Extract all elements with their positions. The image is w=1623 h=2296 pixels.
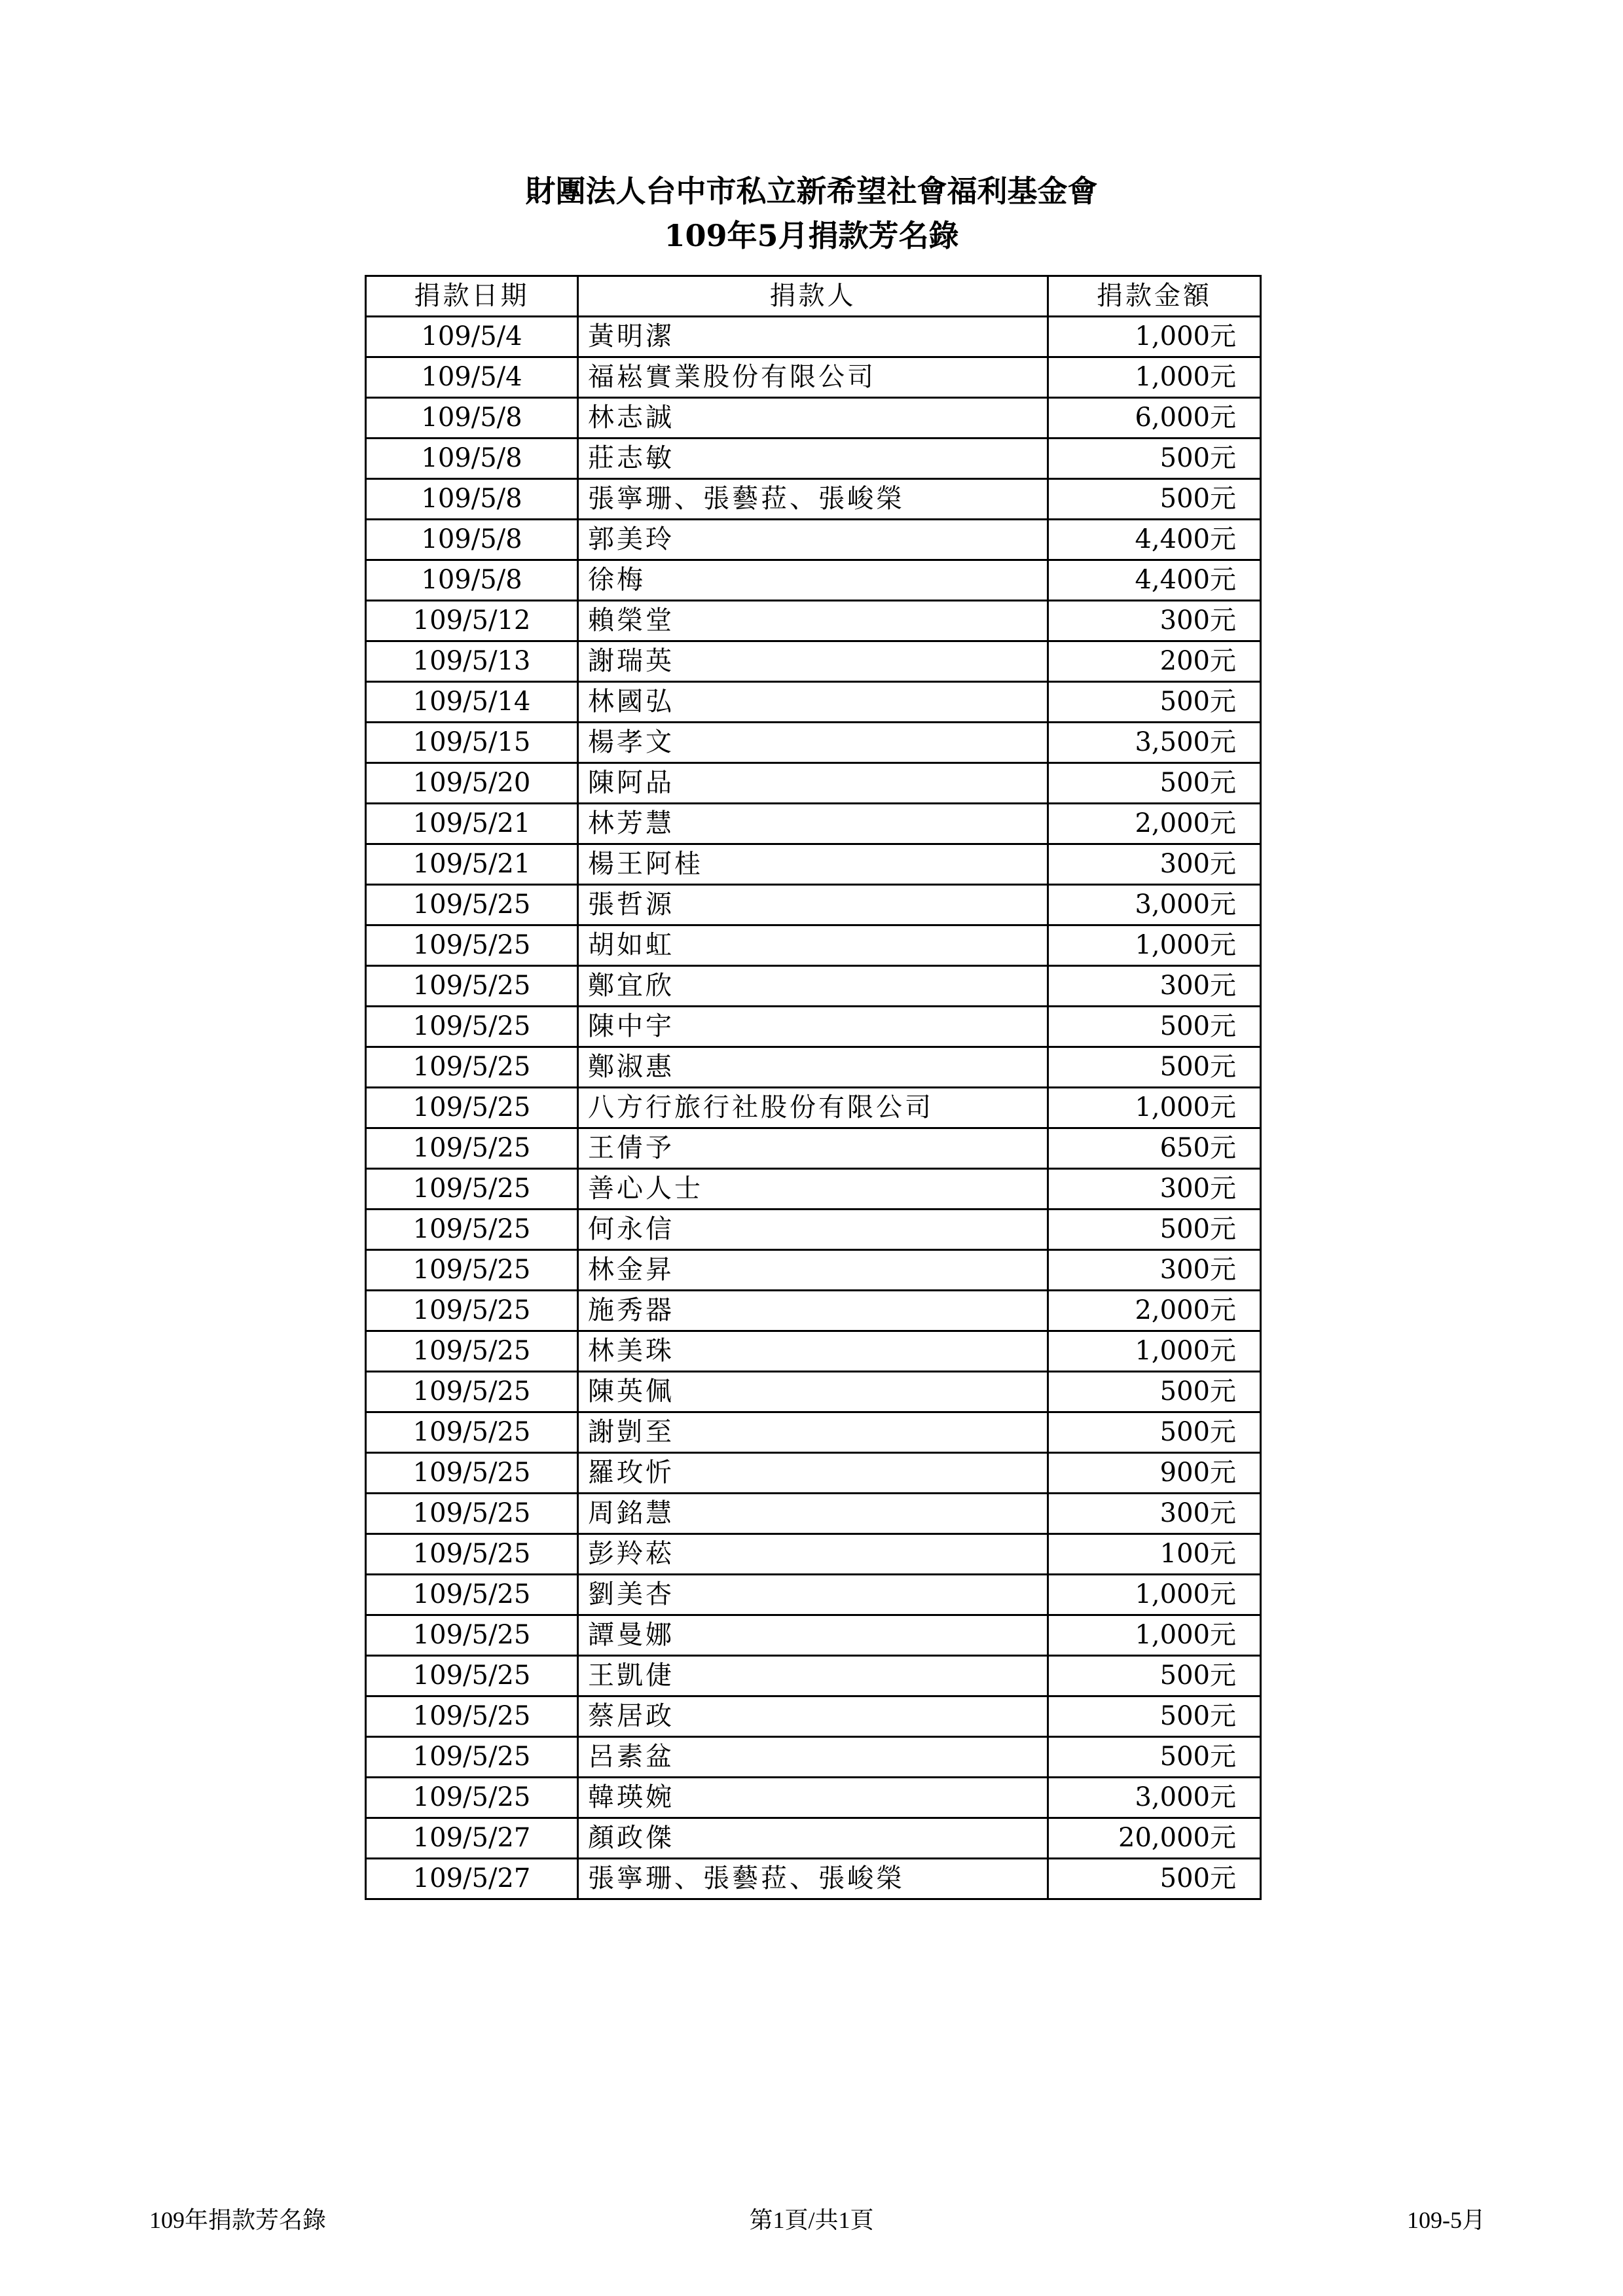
donor-cell: 陳中宇	[578, 1007, 1048, 1047]
table-row	[366, 479, 1261, 520]
table-row	[366, 763, 1261, 804]
table-row	[366, 1088, 1261, 1128]
date-cell: 109/5/8	[366, 439, 578, 479]
table-row	[366, 1859, 1261, 1899]
date-cell: 109/5/25	[366, 1128, 578, 1169]
footer-document-name: 109年捐款芳名錄	[149, 2207, 327, 2233]
amount-cell: 2,000元	[1048, 804, 1261, 844]
donor-cell: 鄭淑惠	[578, 1047, 1048, 1088]
table-row	[366, 1412, 1261, 1453]
date-cell: 109/5/25	[366, 1210, 578, 1250]
donor-cell: 林志誠	[578, 398, 1048, 439]
amount-cell: 4,400元	[1048, 520, 1261, 560]
donor-cell: 羅玫忻	[578, 1453, 1048, 1494]
document-subtitle: 109年5月捐款芳名錄	[664, 218, 959, 253]
amount-cell: 300元	[1048, 601, 1261, 641]
table-body	[366, 317, 1261, 1899]
date-cell: 109/5/12	[366, 601, 578, 641]
table-row	[366, 398, 1261, 439]
amount-cell: 1,000元	[1048, 357, 1261, 398]
date-cell: 109/5/25	[366, 1291, 578, 1331]
table-row	[366, 357, 1261, 398]
table-row	[366, 1696, 1261, 1737]
table-row	[366, 1331, 1261, 1372]
date-cell: 109/5/25	[366, 1453, 578, 1494]
amount-cell: 500元	[1048, 1007, 1261, 1047]
date-cell: 109/5/20	[366, 763, 578, 804]
amount-cell: 500元	[1048, 439, 1261, 479]
donor-cell: 顏政傑	[578, 1818, 1048, 1859]
amount-cell: 300元	[1048, 966, 1261, 1007]
date-cell: 109/5/25	[366, 1696, 578, 1737]
date-cell: 109/5/25	[366, 1047, 578, 1088]
date-cell: 109/5/8	[366, 398, 578, 439]
table-row	[366, 966, 1261, 1007]
table-row	[366, 1778, 1261, 1818]
donor-cell: 賴榮堂	[578, 601, 1048, 641]
date-cell: 109/5/25	[366, 1250, 578, 1291]
donor-cell: 福崧實業股份有限公司	[578, 357, 1048, 398]
date-cell: 109/5/4	[366, 317, 578, 357]
donor-cell: 八方行旅行社股份有限公司	[578, 1088, 1048, 1128]
table-row	[366, 1291, 1261, 1331]
table-row	[366, 1453, 1261, 1494]
header-row	[366, 276, 1261, 317]
amount-cell: 3,500元	[1048, 723, 1261, 763]
amount-cell: 100元	[1048, 1534, 1261, 1575]
donor-cell: 林金昇	[578, 1250, 1048, 1291]
amount-cell: 650元	[1048, 1128, 1261, 1169]
date-cell: 109/5/27	[366, 1859, 578, 1899]
table-row	[366, 317, 1261, 357]
donor-cell: 郭美玲	[578, 520, 1048, 560]
amount-cell: 300元	[1048, 1250, 1261, 1291]
amount-cell: 4,400元	[1048, 560, 1261, 601]
table-row	[366, 560, 1261, 601]
amount-cell: 200元	[1048, 641, 1261, 682]
table-row	[366, 439, 1261, 479]
table-row	[366, 1656, 1261, 1696]
table-row	[366, 1372, 1261, 1412]
amount-cell: 2,000元	[1048, 1291, 1261, 1331]
table-row	[366, 1169, 1261, 1210]
donor-cell: 黃明潔	[578, 317, 1048, 357]
donor-cell: 莊志敏	[578, 439, 1048, 479]
table-row	[366, 1494, 1261, 1534]
donor-cell: 周銘慧	[578, 1494, 1048, 1534]
table-row	[366, 1250, 1261, 1291]
donor-cell: 張寧珊、張藝菈、張峻榮	[578, 479, 1048, 520]
table-row	[366, 1128, 1261, 1169]
date-cell: 109/5/4	[366, 357, 578, 398]
amount-cell: 500元	[1048, 479, 1261, 520]
donation-table	[365, 275, 1262, 1900]
amount-cell: 300元	[1048, 844, 1261, 885]
date-cell: 109/5/25	[366, 1372, 578, 1412]
donor-cell: 彭羚菘	[578, 1534, 1048, 1575]
donor-cell: 楊孝文	[578, 723, 1048, 763]
table-row	[366, 1007, 1261, 1047]
amount-cell: 300元	[1048, 1494, 1261, 1534]
date-cell: 109/5/25	[366, 1615, 578, 1656]
donor-cell: 蔡居政	[578, 1696, 1048, 1737]
donor-cell: 劉美杏	[578, 1575, 1048, 1615]
table-row	[366, 1818, 1261, 1859]
table-row	[366, 1210, 1261, 1250]
donor-cell: 張寧珊、張藝菈、張峻榮	[578, 1859, 1048, 1899]
header-date: 捐款日期	[366, 276, 578, 317]
table-row	[366, 844, 1261, 885]
amount-cell: 20,000元	[1048, 1818, 1261, 1859]
table-row	[366, 682, 1261, 723]
table-row	[366, 1575, 1261, 1615]
date-cell: 109/5/25	[366, 925, 578, 966]
donor-cell: 謝剴至	[578, 1412, 1048, 1453]
table-row	[366, 925, 1261, 966]
document-title: 財團法人台中市私立新希望社會福利基金會	[525, 173, 1098, 209]
date-cell: 109/5/14	[366, 682, 578, 723]
donor-cell: 何永信	[578, 1210, 1048, 1250]
date-cell: 109/5/15	[366, 723, 578, 763]
donor-cell: 鄭宜欣	[578, 966, 1048, 1007]
date-cell: 109/5/25	[366, 1169, 578, 1210]
date-cell: 109/5/25	[366, 885, 578, 925]
header-donor: 捐款人	[578, 276, 1048, 317]
table-row	[366, 1534, 1261, 1575]
amount-cell: 1,000元	[1048, 1088, 1261, 1128]
donor-cell: 楊王阿桂	[578, 844, 1048, 885]
amount-cell: 500元	[1048, 682, 1261, 723]
amount-cell: 500元	[1048, 1210, 1261, 1250]
amount-cell: 1,000元	[1048, 925, 1261, 966]
table-header	[366, 276, 1261, 317]
table-row	[366, 723, 1261, 763]
amount-cell: 500元	[1048, 763, 1261, 804]
donor-cell: 胡如虹	[578, 925, 1048, 966]
date-cell: 109/5/25	[366, 1494, 578, 1534]
donor-cell: 林國弘	[578, 682, 1048, 723]
amount-cell: 500元	[1048, 1859, 1261, 1899]
date-cell: 109/5/25	[366, 1007, 578, 1047]
table-row	[366, 641, 1261, 682]
table-row	[366, 601, 1261, 641]
amount-cell: 500元	[1048, 1047, 1261, 1088]
amount-cell: 500元	[1048, 1372, 1261, 1412]
amount-cell: 6,000元	[1048, 398, 1261, 439]
table-row	[366, 804, 1261, 844]
donor-cell: 王倩予	[578, 1128, 1048, 1169]
table-row	[366, 1047, 1261, 1088]
donor-cell: 譚曼娜	[578, 1615, 1048, 1656]
amount-cell: 500元	[1048, 1412, 1261, 1453]
date-cell: 109/5/8	[366, 479, 578, 520]
donor-cell: 韓瑛婉	[578, 1778, 1048, 1818]
donor-cell: 謝瑞英	[578, 641, 1048, 682]
donor-cell: 徐梅	[578, 560, 1048, 601]
donor-cell: 林芳慧	[578, 804, 1048, 844]
date-cell: 109/5/25	[366, 1534, 578, 1575]
date-cell: 109/5/25	[366, 1737, 578, 1778]
footer-period: 109-5月	[1407, 2207, 1486, 2233]
date-cell: 109/5/8	[366, 520, 578, 560]
donor-cell: 陳英佩	[578, 1372, 1048, 1412]
amount-cell: 1,000元	[1048, 1615, 1261, 1656]
donor-cell: 王凱倢	[578, 1656, 1048, 1696]
date-cell: 109/5/21	[366, 804, 578, 844]
donor-cell: 施秀器	[578, 1291, 1048, 1331]
date-cell: 109/5/21	[366, 844, 578, 885]
date-cell: 109/5/25	[366, 1778, 578, 1818]
date-cell: 109/5/27	[366, 1818, 578, 1859]
table-row	[366, 885, 1261, 925]
amount-cell: 500元	[1048, 1656, 1261, 1696]
amount-cell: 1,000元	[1048, 1331, 1261, 1372]
amount-cell: 1,000元	[1048, 1575, 1261, 1615]
date-cell: 109/5/8	[366, 560, 578, 601]
amount-cell: 500元	[1048, 1737, 1261, 1778]
amount-cell: 3,000元	[1048, 885, 1261, 925]
date-cell: 109/5/25	[366, 966, 578, 1007]
donor-cell: 張哲源	[578, 885, 1048, 925]
date-cell: 109/5/25	[366, 1656, 578, 1696]
date-cell: 109/5/25	[366, 1331, 578, 1372]
amount-cell: 900元	[1048, 1453, 1261, 1494]
donor-cell: 陳阿品	[578, 763, 1048, 804]
header-amount: 捐款金額	[1048, 276, 1261, 317]
amount-cell: 500元	[1048, 1696, 1261, 1737]
table-row	[366, 1737, 1261, 1778]
donor-cell: 呂素盆	[578, 1737, 1048, 1778]
date-cell: 109/5/13	[366, 641, 578, 682]
donor-cell: 善心人士	[578, 1169, 1048, 1210]
amount-cell: 1,000元	[1048, 317, 1261, 357]
footer-page-number: 第1頁/共1頁	[749, 2207, 874, 2233]
donor-cell: 林美珠	[578, 1331, 1048, 1372]
date-cell: 109/5/25	[366, 1575, 578, 1615]
date-cell: 109/5/25	[366, 1088, 578, 1128]
amount-cell: 300元	[1048, 1169, 1261, 1210]
table-row	[366, 520, 1261, 560]
amount-cell: 3,000元	[1048, 1778, 1261, 1818]
table-row	[366, 1615, 1261, 1656]
date-cell: 109/5/25	[366, 1412, 578, 1453]
